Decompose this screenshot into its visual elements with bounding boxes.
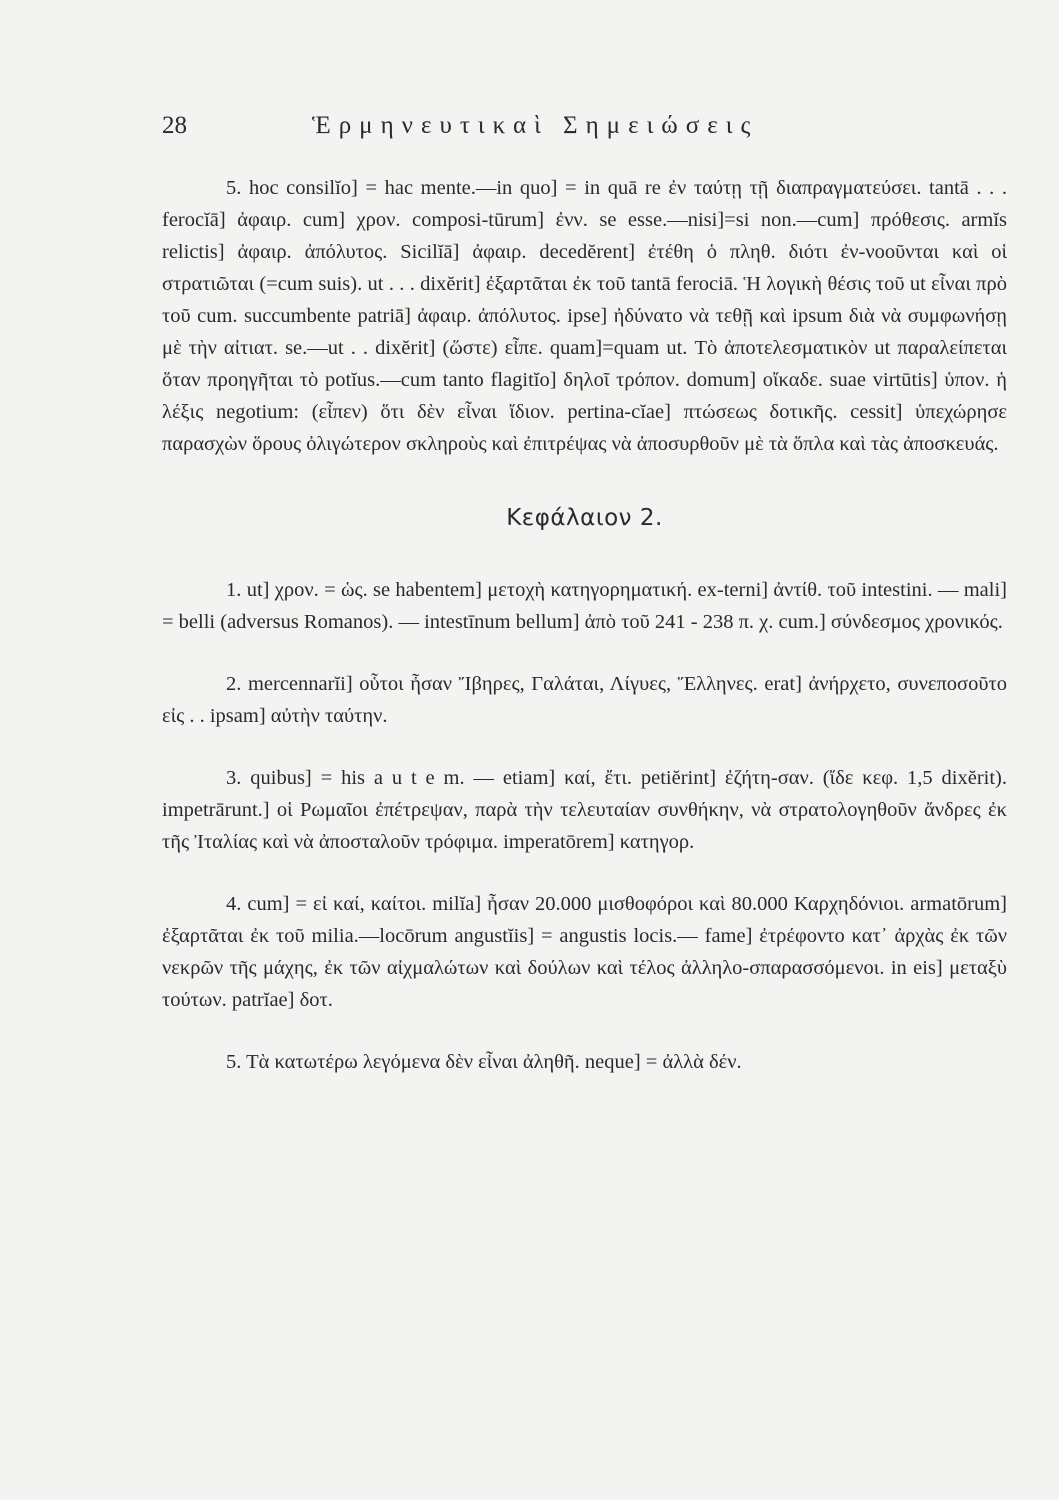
commentary-paragraph: 1. ut] χρον. = ὡς. se habentem] μετοχὴ κατηγορηματική. ex-terni] ἀντίθ. τοῦ intestini. — mali] = belli (adversus Romanos). — intestīnum bellum] ἀπὸ τοῦ 241 - 238 π. χ. cum.] σύνδεσμος χρονικός. <box>162 579 1007 633</box>
commentary-paragraph: 5. hoc consilĭo] = hac mente.—in quo] = in quā re ἐν ταύτῃ τῇ διαπραγματεύσει. tantā . . . ferocĭā] ἀφαιρ. cum] χρον. composi-tūrum] ἐνν. se esse.—nisi]=si non.—cum] πρόθεσις. armĭs relictis] ἀφαιρ. ἀπόλυτος. Sicilĭā] ἀφαιρ. decedĕrent] ἐτέθη ὁ πληθ. διότι ἐν-νοοῦνται καὶ οἱ στρατιῶται (=cum suis). ut . . . dixĕrit] ἐξαρτᾶται ἐκ τοῦ tantā ferociā. Ἡ λογικὴ θέσις τοῦ ut εἶναι πρὸ τοῦ cum. succumbente patriā] ἀφαιρ. ἀπόλυτος. ipse] ἠδύνατο νὰ τεθῇ καὶ ipsum διὰ νὰ συμφωνήσῃ μὲ τὴν αἰτιατ. se.—ut . . dixĕrit] (ὥστε) εἶπε. quam]=quam ut. Τὸ ἀποτελεσματικὸν ut παραλείπεται ὅταν προηγῆται τὸ potĭus.—cum tanto flagitĭo] δηλοῖ τρόπον. domum] οἴκαδε. suae virtūtis] ὑπον. ἡ λέξις negotium: (εἶπεν) ὅτι δὲν εἶναι ἴδιον. pertina-cĭae] πτώσεως δοτικῆς. cessit] ὑπεχώρησε παρασχὼν ὅρους ὀλιγώτερον σκληροὺς καὶ ἐπιτρέψας νὰ ἀποσυρθοῦν μὲ τὰ ὅπλα καὶ τὰς ἀποσκευάς. <box>162 177 1007 455</box>
commentary-paragraph: 3. quibus] = his a u t e m. — etiam] καί, ἔτι. petiĕrint] ἐζήτη-σαν. (ἴδε κεφ. 1,5 dixĕrit). impetrārunt.] οἱ Ρωμαῖοι ἐπέτρεψαν, παρὰ τὴν τελευταίαν συνθήκην, νὰ στρατολογηθοῦν ἄνδρες ἐκ τῆς Ἰταλίας καὶ νὰ ἀποσταλοῦν τρόφιμα. imperatōrem] κατηγορ. <box>162 767 1007 853</box>
running-head: Ἑρμηνευτικαὶ Σημειώσεις <box>312 112 759 139</box>
commentary-paragraph: 5. Τὰ κατωτέρω λεγόμενα δὲν εἶναι ἀληθῆ. neque] = ἀλλὰ δέν. <box>226 1051 742 1073</box>
page-number: 28 <box>162 112 187 139</box>
page-header <box>162 112 862 152</box>
commentary-paragraph: 4. cum] = εἰ καί, καίτοι. milĭa] ἦσαν 20.000 μισθοφόροι καὶ 80.000 Καρχηδόνιοι. armatōrum] ἐξαρτᾶται ἐκ τοῦ milia.—locōrum angustĭis] = angustis locis.— fame] ἐτρέφοντο κατ᾽ ἀρχὰς ἐκ τῶν νεκρῶν τῆς μάχης, ἐκ τῶν αἰχμαλώτων καὶ δούλων καὶ τέλος ἀλληλο-σπαρασσόμενοι. in eis] μεταξὺ τούτων. patrĭae] δοτ. <box>162 893 1007 1011</box>
commentary-body <box>162 172 1007 1078</box>
commentary-paragraph: 2. mercennarĭi] οὗτοι ἦσαν Ἴβηρες, Γαλάται, Λίγυες, Ἕλληνες. erat] ἀνήρχετο, συνεποσοῦτο εἰς . . ipsam] αὐτὴν ταύτην. <box>162 673 1007 727</box>
chapter-heading: Κεφάλαιον 2. <box>506 505 663 531</box>
